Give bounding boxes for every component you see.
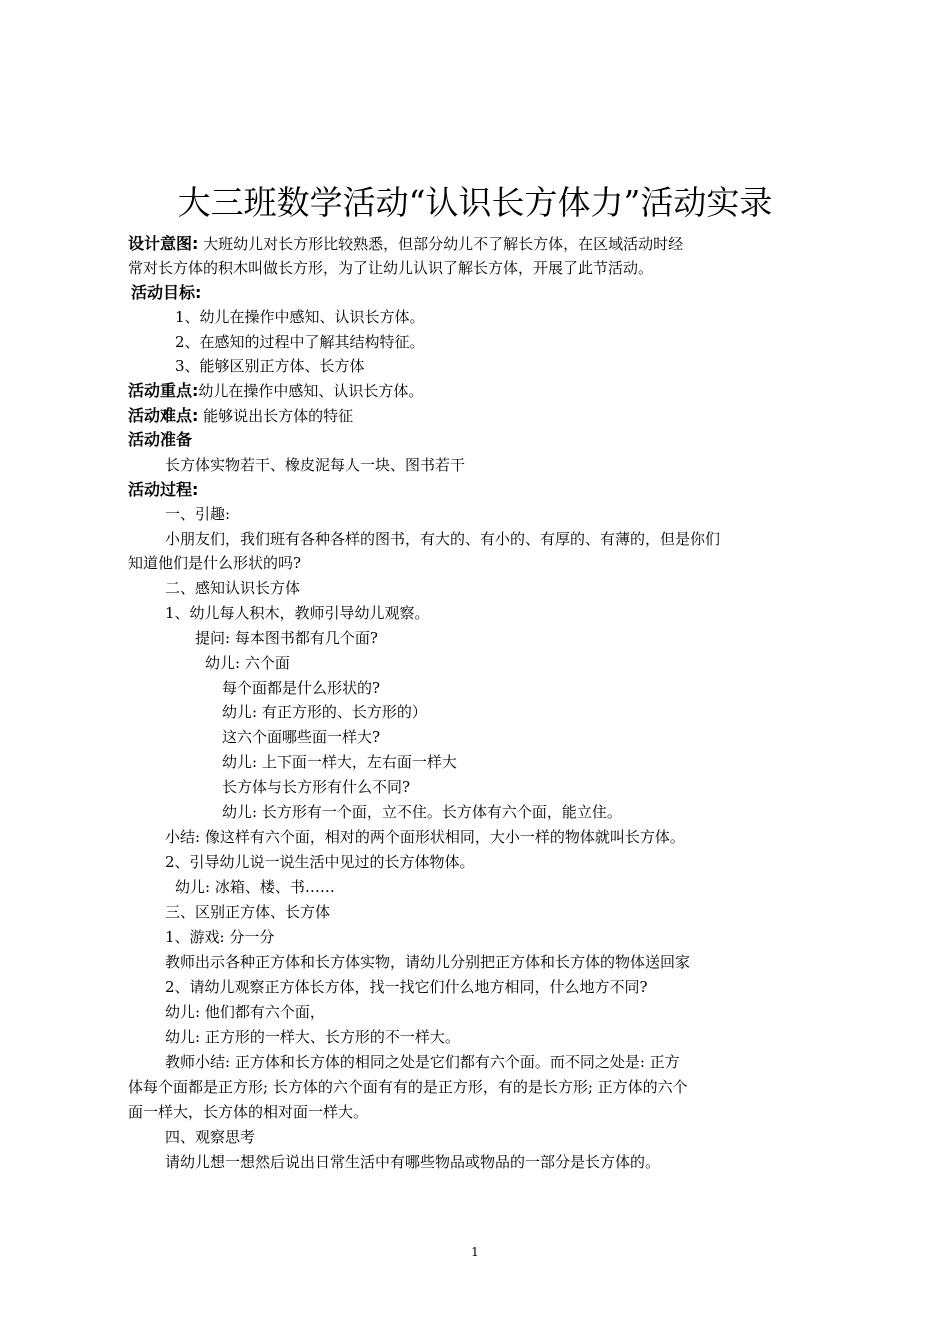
goal-3: 3、能够区别正方体、长方体 [175, 357, 365, 375]
process-line-22: 幼儿: 正方形的一样大、长方形的不一样大。 [165, 1028, 460, 1046]
process-line-4: 二、感知认识长方体 [165, 579, 301, 597]
process-line-2: 小朋友们，我们班有各种各样的图书，有大的、有小的、有厚的、有薄的，但是你们 [165, 530, 721, 548]
process-line-24: 体每个面都是正方形; 长方体的六个面有有的是正方形，有的是长方形; 正方体的六个 [128, 1078, 688, 1096]
design-intent-line-1 [128, 232, 683, 256]
goal-2: 2、在感知的过程中了解其结构特征。 [175, 333, 425, 351]
design-intent-text-1: 大班幼儿对长方形比较熟悉，但部分幼儿不了解长方体，在区域活动时经 [198, 235, 684, 253]
process-line-6: 提问: 每本图书都有几个面? [195, 629, 378, 647]
process-line-21: 幼儿: 他们都有六个面， [165, 1003, 325, 1021]
process-line-27: 请幼儿想一想然后说出日常生活中有哪些物品或物品的一部分是长方体的。 [165, 1153, 661, 1171]
process-line-17: 三、区别正方体、长方体 [165, 903, 331, 921]
process-line-3: 知道他们是什么形状的吗? [128, 554, 302, 572]
preparation-label: 活动准备 [128, 430, 193, 449]
process-line-18: 1、游戏: 分一分 [165, 928, 275, 946]
difficulty-text: 能够说出长方体的特征 [198, 407, 354, 425]
difficulty-label: 活动难点: [128, 406, 199, 425]
process-line-13: 幼儿: 长方形有一个面，立不住。长方体有六个面，能立住。 [222, 803, 622, 821]
key-point-label: 活动重点: [128, 381, 199, 400]
process-line-10: 这六个面哪些面一样大? [222, 728, 381, 746]
process-line-20: 2、请幼儿观察正方体长方体，找一找它们什么地方相同，什么地方不同? [165, 978, 648, 996]
key-point-line [128, 379, 423, 403]
process-line-25: 面一样大，长方体的相对面一样大。 [128, 1103, 369, 1121]
goal-1: 1、幼儿在操作中感知、认识长方体。 [175, 308, 425, 326]
design-intent-label: 设计意图: [128, 234, 199, 253]
process-line-9: 幼儿: 有正方形的、长方形的） [222, 703, 427, 721]
document-title: 大三班数学活动“认识长方体力”活动实录 [177, 183, 773, 222]
process-line-1: 一、引趣: [165, 505, 231, 523]
process-line-14: 小结: 像这样有六个面，相对的两个面形状相同，大小一样的物体就叫长方体。 [165, 828, 685, 846]
process-line-16: 幼儿: 冰箱、楼、书…… [175, 878, 335, 896]
process-line-11: 幼儿: 上下面一样大，左右面一样大 [222, 753, 457, 771]
process-line-5: 1、幼儿每人积木，教师引导幼儿观察。 [165, 604, 430, 622]
key-point-text: 幼儿在操作中感知、认识长方体。 [198, 382, 424, 400]
process-line-19: 教师出示各种正方体和长方体实物，请幼儿分别把正方体和长方体的物体送回家 [165, 953, 691, 971]
page-number: 1 [471, 1245, 479, 1259]
process-line-23: 教师小结: 正方体和长方体的相同之处是它们都有六个面。而不同之处是: 正方 [165, 1053, 680, 1071]
difficulty-line [128, 404, 353, 428]
preparation-text: 长方体实物若干、橡皮泥每人一块、图书若干 [165, 456, 466, 474]
process-line-15: 2、引导幼儿说一说生活中见过的长方体物体。 [165, 853, 475, 871]
process-line-8: 每个面都是什么形状的? [222, 679, 381, 697]
process-line-7: 幼儿: 六个面 [205, 654, 290, 672]
goals-label: 活动目标: [131, 283, 202, 302]
process-line-26: 四、观察思考 [165, 1128, 256, 1146]
design-intent-line-2: 常对长方体的积木叫做长方形，为了让幼儿认识了解长方体，开展了此节活动。 [128, 259, 654, 277]
process-label: 活动过程: [128, 480, 199, 499]
process-line-12: 长方体与长方形有什么不同? [222, 778, 411, 796]
